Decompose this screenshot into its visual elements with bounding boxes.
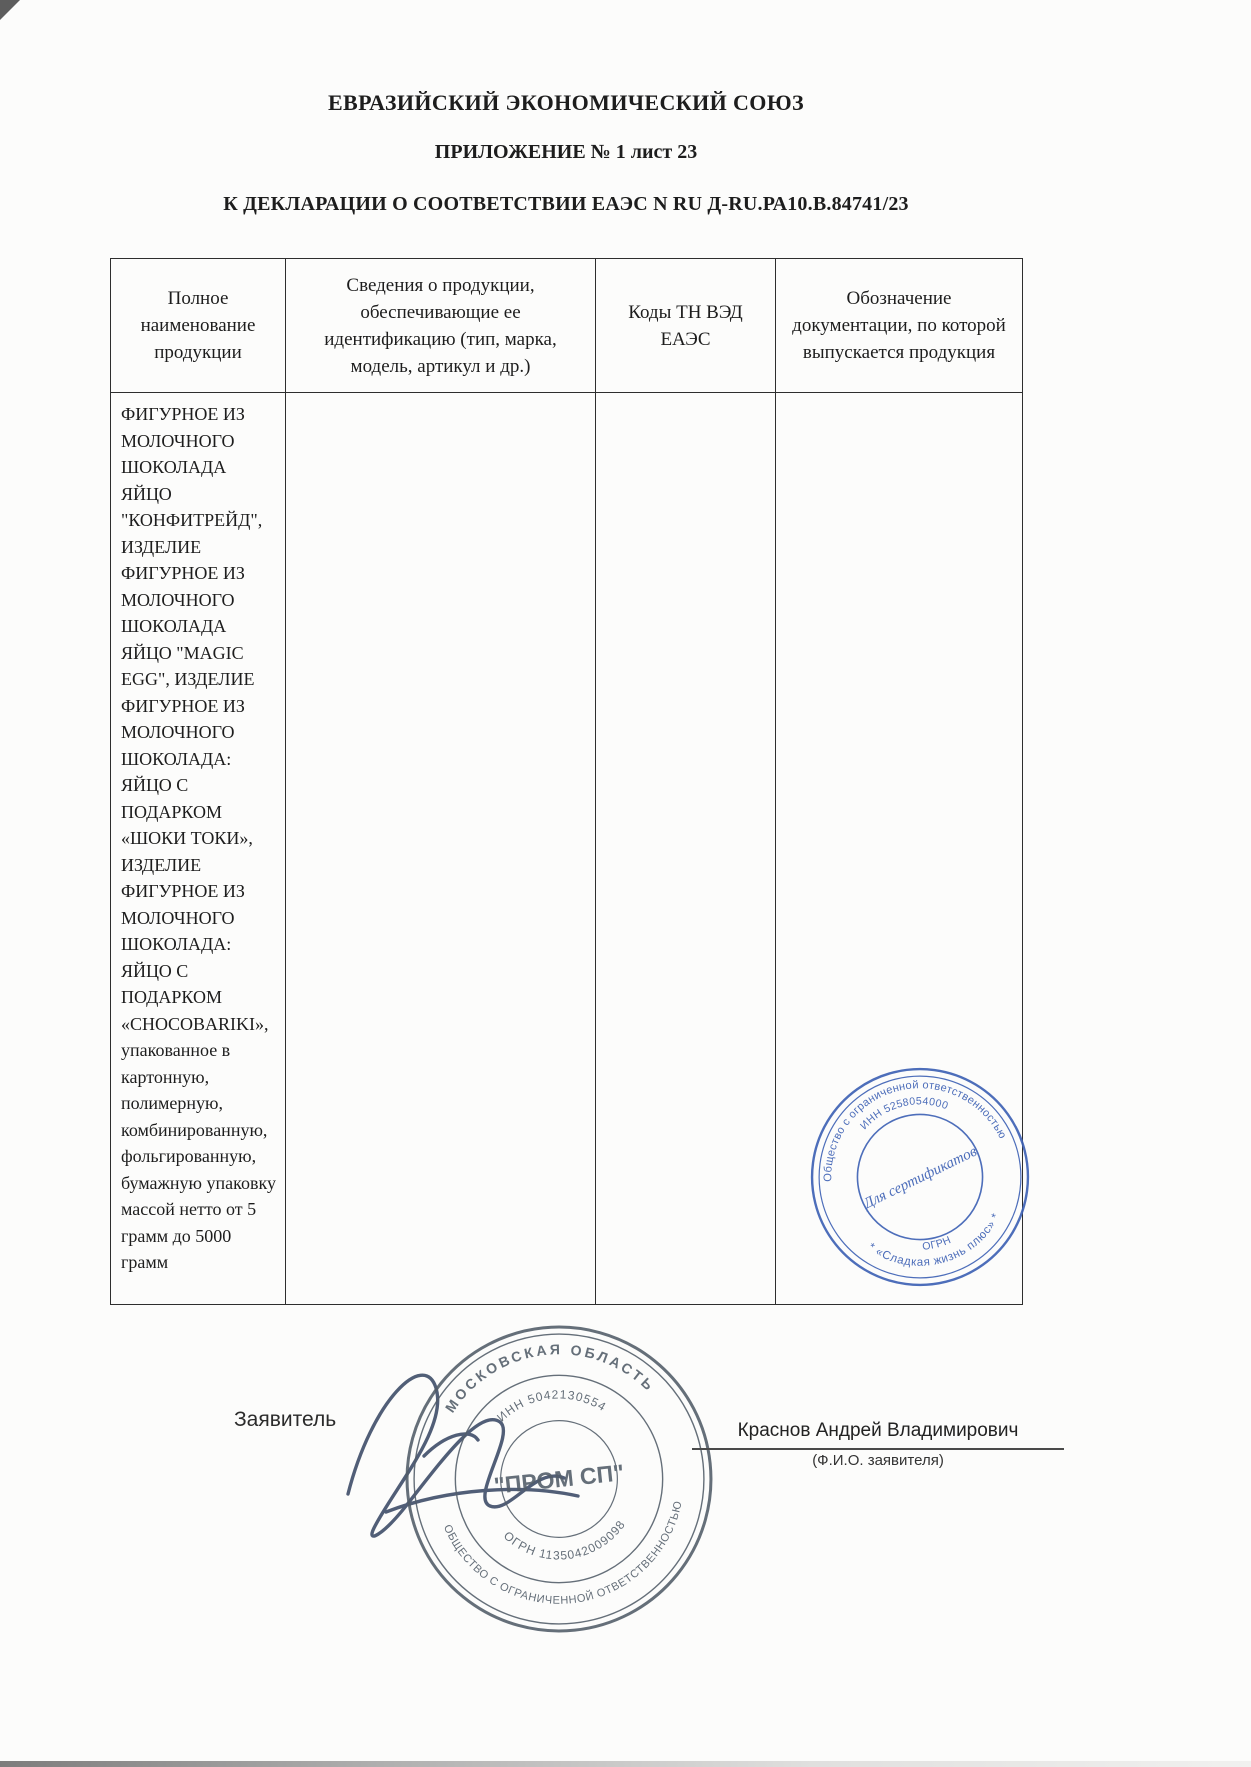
stamp-inn-text: ИНН 5258054000 (857, 1095, 950, 1133)
signature-line (692, 1448, 1064, 1450)
col-header-tnved-codes: Коды ТН ВЭД ЕАЭС (596, 259, 776, 393)
stamp-texts (803, 1059, 1035, 1289)
table-row (111, 393, 1023, 1305)
declaration-number: К ДЕКЛАРАЦИИ О СООТВЕТСТВИИ ЕАЭС N RU Д-RU.РА10.В.84741/23 (223, 193, 909, 215)
certification-stamp-graphic (779, 1036, 1060, 1317)
stamp-org-name-text: * «Сладкая жизнь плюс» * (865, 1210, 1003, 1269)
cell-product-info (286, 393, 596, 1305)
svg-text:ОГРН (920, 1234, 953, 1255)
col-header-documentation: Обозначение документации, по которой выпускается продукция (776, 259, 1023, 393)
cell-tnved-codes (596, 393, 776, 1305)
union-title: ЕВРАЗИЙСКИЙ ЭКОНОМИЧЕСКИЙ СОЮЗ (327, 90, 805, 115)
applicant-name-block (692, 1420, 1064, 1469)
col-header-product-name: Полное наименование продукции (111, 259, 286, 393)
certification-stamp (779, 1036, 1060, 1317)
applicant-name: Краснов Андрей Владимирович (737, 1420, 1019, 1441)
stamp-org-type-text: ОБЩЕСТВО С ОГРАНИЧЕННОЙ ОТВЕТСТВЕННОСТЬЮ (440, 1499, 685, 1607)
stamp-org-text: Общество с ограниченной ответственностью (822, 1079, 1009, 1182)
stamp-ogrn-text: ОГРН 1135042009098 (500, 1517, 629, 1563)
stamp-company-name: "ПРОМ СП" (492, 1459, 626, 1499)
stamp-center-text: Для сертификатов (861, 1143, 980, 1213)
product-name-text: ФИГУРНОЕ ИЗ МОЛОЧНОГО ШОКОЛАДА ЯЙЦО "КОНФИТРЕЙД", ИЗДЕЛИЕ ФИГУРНОЕ ИЗ МОЛОЧНОГО ШОКОЛАДА ЯЙЦО "MAGIC EGG", ИЗДЕЛИЕ ФИГУРНОЕ ИЗ МОЛОЧНОГО ШОКОЛАДА: ЯЙЦО С ПОДАРКОМ «ШОКИ ТОКИ», ИЗДЕЛИЕ ФИГУРНОЕ ИЗ МОЛОЧНОГО ШОКОЛАДА: ЯЙЦО С ПОДАРКОМ «CHOCOBARIKI», упакованное в картонную, полимерную, комбинированную, фольгированную, бумажную упаковку массой нетто от 5 грамм до 5000 грамм (121, 404, 276, 1272)
table-header-row (111, 259, 1023, 393)
svg-text:Общество с ограниченной ответс (803, 1059, 1009, 1185)
applicant-label: Заявитель (234, 1408, 337, 1431)
cell-product-name (111, 393, 286, 1305)
scan-artifact-bottom-edge (0, 1761, 1251, 1767)
scan-artifact-corner (0, 0, 20, 20)
svg-text:* «Сладкая жизнь плюс» * (864, 1209, 1011, 1284)
product-table (110, 258, 1023, 1305)
stamp-ogrn-text: ОГРН (921, 1234, 953, 1253)
applicant-name-caption: (Ф.И.О. заявителя) (812, 1452, 944, 1469)
stamp-rings (789, 1046, 1051, 1308)
svg-text:ИНН 5258054000 (854, 1086, 952, 1133)
stamp-inn-text: ИНН 5042130554 (494, 1387, 610, 1425)
appendix-title: ПРИЛОЖЕНИЕ № 1 лист 23 (434, 141, 698, 163)
stamp-region-text: МОСКОВСКАЯ ОБЛАСТЬ (441, 1341, 659, 1416)
cell-documentation (776, 393, 1023, 1305)
signature (328, 1336, 598, 1566)
col-header-product-info: Сведения о продукции, обеспечивающие ее идентификацию (тип, марка, модель, артикул и др.) (286, 259, 596, 393)
